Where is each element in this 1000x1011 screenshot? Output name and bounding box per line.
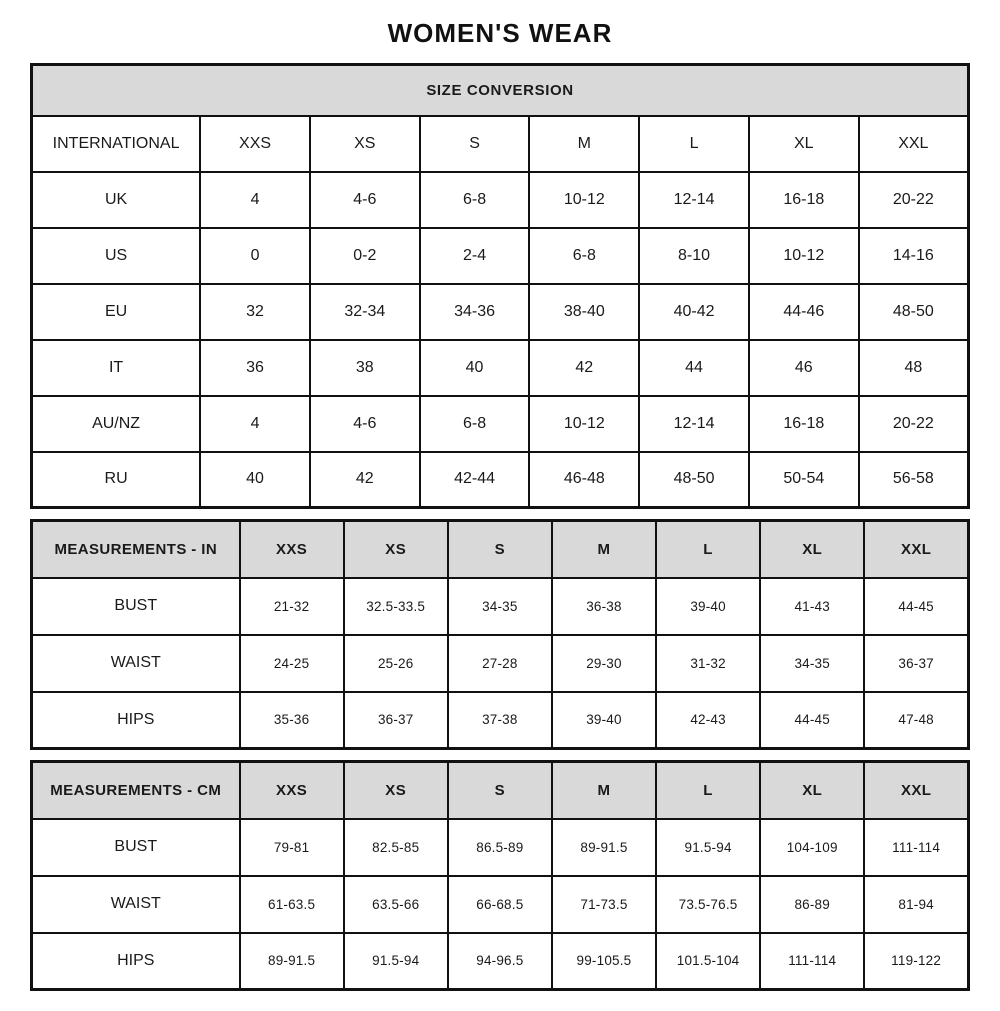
column-header-xs: XS	[344, 521, 448, 578]
column-header-xs: XS	[344, 762, 448, 819]
row-label: EU	[32, 284, 201, 340]
column-header-s: S	[448, 762, 552, 819]
value-cell: 40	[200, 452, 310, 508]
table-row	[32, 284, 969, 340]
value-cell: 24-25	[240, 635, 344, 692]
value-cell: 42	[310, 452, 420, 508]
value-cell: 40-42	[639, 284, 749, 340]
row-label: BUST	[32, 819, 240, 876]
value-cell: 10-12	[529, 172, 639, 228]
value-cell: 101.5-104	[656, 933, 760, 990]
column-header-measurements-in: MEASUREMENTS - IN	[32, 521, 240, 578]
table-row	[32, 396, 969, 452]
value-cell: 20-22	[859, 172, 969, 228]
value-cell: 91.5-94	[344, 933, 448, 990]
value-cell: 86-89	[760, 876, 864, 933]
value-cell: 42-44	[420, 452, 530, 508]
column-header-xxl: XXL	[864, 521, 968, 578]
value-cell: 91.5-94	[656, 819, 760, 876]
value-cell: 4-6	[310, 396, 420, 452]
column-header-s: S	[420, 116, 530, 172]
value-cell: 39-40	[552, 692, 656, 749]
row-label: US	[32, 228, 201, 284]
value-cell: 119-122	[864, 933, 968, 990]
table-row	[32, 228, 969, 284]
value-cell: 50-54	[749, 452, 859, 508]
value-cell: 16-18	[749, 396, 859, 452]
value-cell: 6-8	[420, 172, 530, 228]
column-header-measurements-cm: MEASUREMENTS - CM	[32, 762, 240, 819]
column-header-xxl: XXL	[859, 116, 969, 172]
value-cell: 86.5-89	[448, 819, 552, 876]
value-cell: 34-36	[420, 284, 530, 340]
table-row	[32, 692, 969, 749]
table-row	[32, 578, 969, 635]
value-cell: 40	[420, 340, 530, 396]
value-cell: 44-45	[760, 692, 864, 749]
value-cell: 27-28	[448, 635, 552, 692]
row-label: RU	[32, 452, 201, 508]
value-cell: 41-43	[760, 578, 864, 635]
column-header-xl: XL	[760, 762, 864, 819]
value-cell: 8-10	[639, 228, 749, 284]
value-cell: 36-38	[552, 578, 656, 635]
value-cell: 0	[200, 228, 310, 284]
value-cell: 32	[200, 284, 310, 340]
table-row	[32, 819, 969, 876]
value-cell: 111-114	[864, 819, 968, 876]
value-cell: 16-18	[749, 172, 859, 228]
value-cell: 25-26	[344, 635, 448, 692]
value-cell: 12-14	[639, 172, 749, 228]
column-header-m: M	[552, 521, 656, 578]
column-header-international: INTERNATIONAL	[32, 116, 201, 172]
value-cell: 29-30	[552, 635, 656, 692]
value-cell: 46-48	[529, 452, 639, 508]
value-cell: 36-37	[864, 635, 968, 692]
column-header-xxl: XXL	[864, 762, 968, 819]
value-cell: 79-81	[240, 819, 344, 876]
value-cell: 38	[310, 340, 420, 396]
value-cell: 47-48	[864, 692, 968, 749]
value-cell: 46	[749, 340, 859, 396]
value-cell: 14-16	[859, 228, 969, 284]
measurements-in-table	[30, 519, 970, 750]
table-row	[32, 876, 969, 933]
row-label: HIPS	[32, 692, 240, 749]
table-row	[32, 635, 969, 692]
value-cell: 89-91.5	[240, 933, 344, 990]
row-label: HIPS	[32, 933, 240, 990]
tables-container	[30, 63, 970, 991]
value-cell: 71-73.5	[552, 876, 656, 933]
table-row	[32, 340, 969, 396]
row-label: UK	[32, 172, 201, 228]
value-cell: 35-36	[240, 692, 344, 749]
measurements-cm-table	[30, 760, 970, 991]
column-header-xl: XL	[749, 116, 859, 172]
value-cell: 39-40	[656, 578, 760, 635]
value-cell: 4	[200, 396, 310, 452]
column-header-s: S	[448, 521, 552, 578]
value-cell: 82.5-85	[344, 819, 448, 876]
row-label: AU/NZ	[32, 396, 201, 452]
value-cell: 48-50	[859, 284, 969, 340]
column-header-l: L	[639, 116, 749, 172]
value-cell: 37-38	[448, 692, 552, 749]
value-cell: 32.5-33.5	[344, 578, 448, 635]
value-cell: 20-22	[859, 396, 969, 452]
column-header-l: L	[656, 521, 760, 578]
value-cell: 34-35	[448, 578, 552, 635]
value-cell: 73.5-76.5	[656, 876, 760, 933]
value-cell: 44-45	[864, 578, 968, 635]
value-cell: 81-94	[864, 876, 968, 933]
value-cell: 31-32	[656, 635, 760, 692]
value-cell: 42-43	[656, 692, 760, 749]
value-cell: 36-37	[344, 692, 448, 749]
column-header-l: L	[656, 762, 760, 819]
value-cell: 0-2	[310, 228, 420, 284]
value-cell: 63.5-66	[344, 876, 448, 933]
value-cell: 4-6	[310, 172, 420, 228]
row-label: WAIST	[32, 876, 240, 933]
value-cell: 42	[529, 340, 639, 396]
column-header-xl: XL	[760, 521, 864, 578]
value-cell: 38-40	[529, 284, 639, 340]
value-cell: 56-58	[859, 452, 969, 508]
value-cell: 48	[859, 340, 969, 396]
value-cell: 48-50	[639, 452, 749, 508]
column-header-xxs: XXS	[200, 116, 310, 172]
value-cell: 89-91.5	[552, 819, 656, 876]
value-cell: 6-8	[420, 396, 530, 452]
table-row	[32, 172, 969, 228]
value-cell: 4	[200, 172, 310, 228]
column-header-xxs: XXS	[240, 762, 344, 819]
size-conversion-table	[30, 63, 970, 509]
size-conversion-title: SIZE CONVERSION	[32, 65, 969, 116]
row-label: BUST	[32, 578, 240, 635]
column-header-m: M	[529, 116, 639, 172]
table-row	[32, 933, 969, 990]
value-cell: 44-46	[749, 284, 859, 340]
column-header-xxs: XXS	[240, 521, 344, 578]
value-cell: 6-8	[529, 228, 639, 284]
column-header-xs: XS	[310, 116, 420, 172]
value-cell: 34-35	[760, 635, 864, 692]
value-cell: 44	[639, 340, 749, 396]
value-cell: 12-14	[639, 396, 749, 452]
page-title: WOMEN'S WEAR	[387, 18, 613, 48]
value-cell: 99-105.5	[552, 933, 656, 990]
row-label: IT	[32, 340, 201, 396]
value-cell: 111-114	[760, 933, 864, 990]
value-cell: 10-12	[749, 228, 859, 284]
value-cell: 10-12	[529, 396, 639, 452]
value-cell: 36	[200, 340, 310, 396]
value-cell: 104-109	[760, 819, 864, 876]
value-cell: 21-32	[240, 578, 344, 635]
column-header-m: M	[552, 762, 656, 819]
value-cell: 61-63.5	[240, 876, 344, 933]
value-cell: 66-68.5	[448, 876, 552, 933]
table-row	[32, 452, 969, 508]
value-cell: 94-96.5	[448, 933, 552, 990]
value-cell: 32-34	[310, 284, 420, 340]
row-label: WAIST	[32, 635, 240, 692]
value-cell: 2-4	[420, 228, 530, 284]
